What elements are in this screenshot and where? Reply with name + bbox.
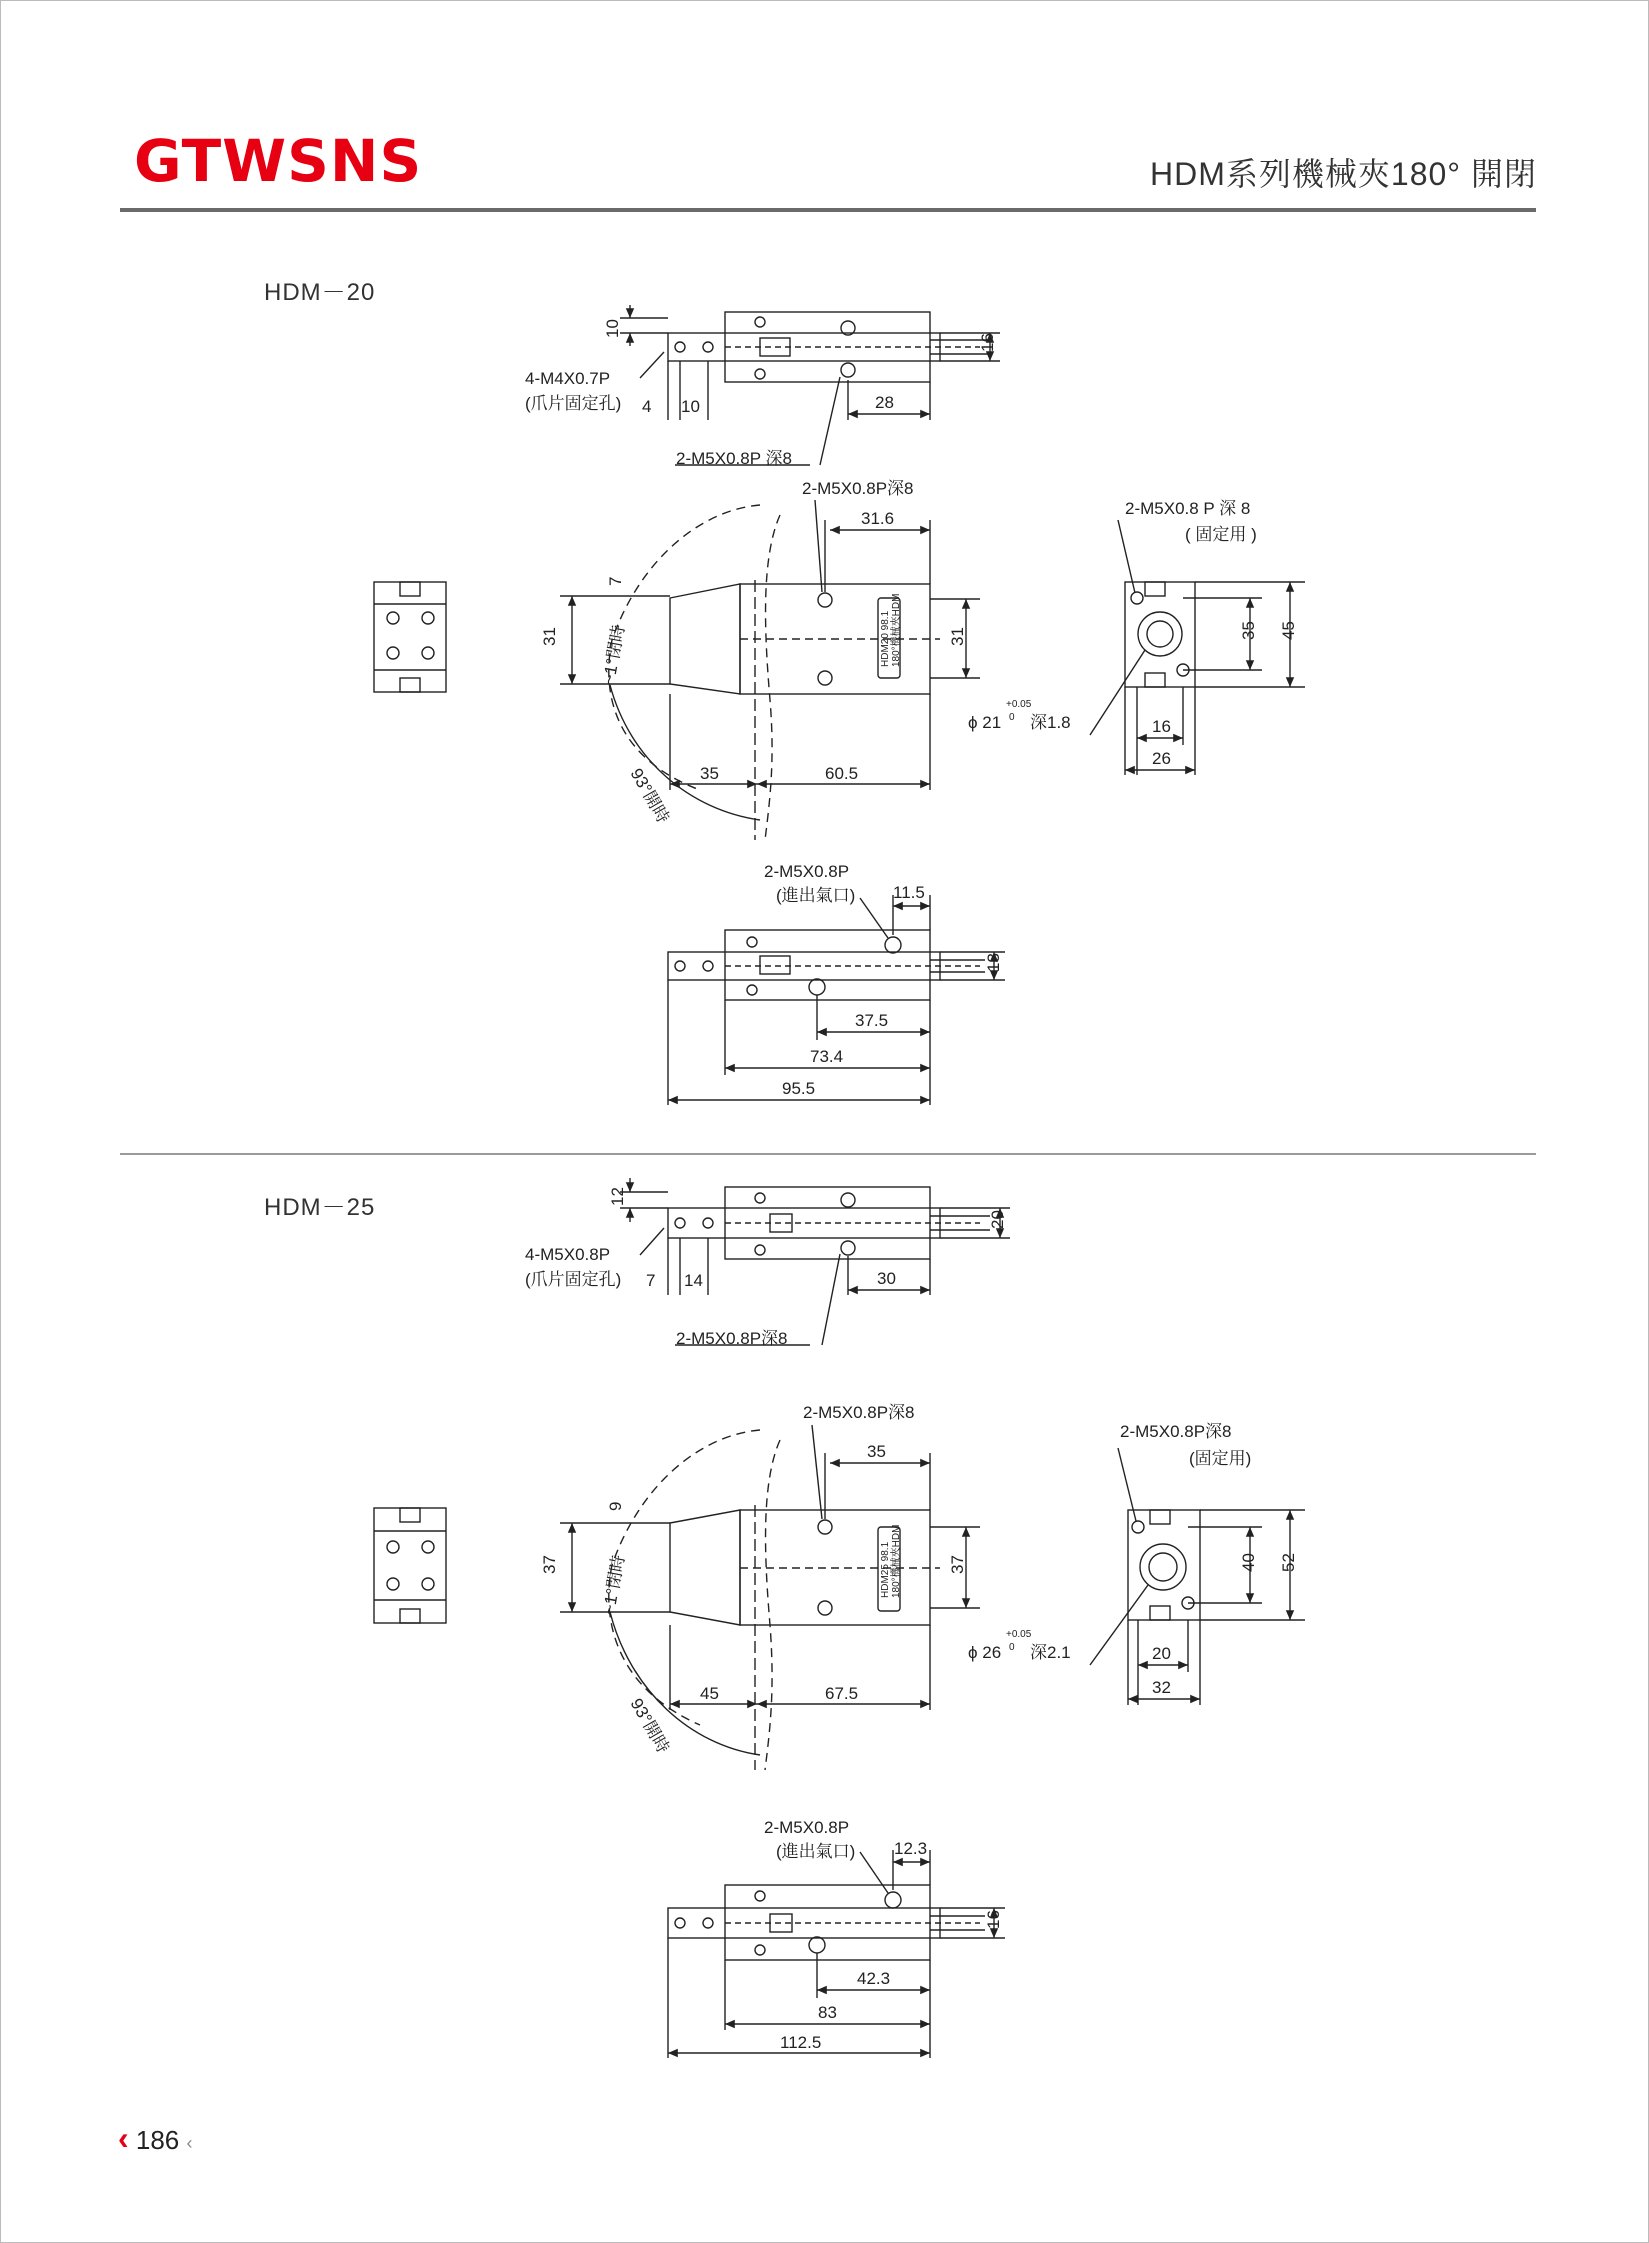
hdm20-side-bore-dia: ϕ 21 (968, 713, 1002, 732)
chevron-left-small-icon[interactable]: ‹ (186, 2133, 193, 2153)
hdm20-end-view (374, 582, 446, 692)
page-title: HDM系列機械夾180° 開閉 (1150, 156, 1537, 192)
hdm20-top-dim-height: 10 (603, 319, 622, 338)
hdm25-front-dim-jaw: 45 (700, 1684, 719, 1703)
hdm25-front-view (560, 1425, 980, 1770)
hdm25-bottom-dim-b: 83 (818, 2003, 837, 2022)
model-label-hdm20: HDM－20 (264, 279, 376, 306)
hdm25-end-view (374, 1508, 446, 1623)
hdm25-top-dim-right: 20 (988, 1210, 1007, 1229)
hdm25-bottom-dim-port: 12.3 (894, 1839, 928, 1858)
hdm20-top-dim-a: 4 (642, 397, 652, 416)
hdm20-bottom-port-label: 2-M5X0.8P (764, 862, 850, 881)
hdm25-bottom-port-label: 2-M5X0.8P (764, 1818, 850, 1837)
hdm25-top-dim-b: 14 (684, 1271, 703, 1290)
hdm25-front-dim-height: 37 (540, 1555, 559, 1574)
hdm20-side-bore-tol-low: 0 (1009, 712, 1015, 723)
hdm25-front-dim-right: 37 (948, 1555, 967, 1574)
hdm25-side-dim-inner-h: 40 (1239, 1553, 1258, 1572)
hdm25-plate-line2: 180°機械夾HDM (891, 1524, 902, 1598)
hdm20-claw-hole-label: 4-M4X0.7P (525, 369, 611, 388)
hdm25-front-open-label: 93°開時 (626, 1695, 673, 1757)
hdm20-front-dim-right: 31 (948, 627, 967, 646)
hdm25-side-bore-tol: +0.05 (1006, 1629, 1032, 1640)
hdm20-front-top-hole: 2-M5X0.8P深8 (802, 479, 914, 498)
hdm20-group (374, 305, 1305, 1105)
hdm25-bottom-dim-height: 16 (984, 1910, 1003, 1929)
hdm20-bottom-dim-a: 37.5 (855, 1011, 889, 1030)
hdm20-front-open-label: 93°開時 (626, 765, 673, 827)
hdm20-side-dim-outer-h: 45 (1279, 621, 1298, 640)
hdm25-top-bottom-hole: 2-M5X0.8P深8 (676, 1329, 788, 1348)
hdm20-front-view (560, 500, 980, 840)
hdm20-top-bottom-hole: 2-M5X0.8P 深8 (676, 449, 792, 468)
hdm25-side-dim-inner-w: 20 (1152, 1644, 1171, 1663)
hdm20-front-dim-height: 31 (540, 627, 559, 646)
hdm25-front-dim-angle-small: 9 (606, 1501, 625, 1511)
hdm25-side-hole-sub: (固定用) (1189, 1449, 1252, 1468)
hdm20-front-dim-angle-small: 7 (606, 576, 625, 586)
chevron-left-icon[interactable]: ‹ (118, 2120, 129, 2156)
hdm25-bottom-dim-total: 112.5 (780, 2033, 822, 2052)
hdm20-front-close-label: ~1°閉時 (599, 623, 629, 686)
hdm25-side-bore-tol-low: 0 (1009, 1642, 1015, 1653)
hdm20-side-bore-depth: 深1.8 (1030, 713, 1071, 732)
hdm20-front-dim-jaw: 35 (700, 764, 719, 783)
hdm25-side-dim-outer-w: 32 (1152, 1678, 1171, 1697)
hdm25-group (374, 1178, 1305, 2058)
hdm25-bottom-view (668, 1850, 1005, 2058)
hdm20-bottom-dim-total: 95.5 (782, 1079, 816, 1098)
hdm25-top-view (620, 1178, 1010, 1345)
hdm25-front-dim-top: 35 (867, 1442, 886, 1461)
hdm20-bottom-dim-height: 13 (984, 953, 1003, 972)
hdm20-labels (525, 319, 1298, 1098)
hdm25-top-dim-a: 7 (646, 1271, 656, 1290)
hdm25-plate-line1: HDM25 98.1 (880, 1541, 891, 1598)
hdm20-side-dim-inner-w: 16 (1152, 717, 1171, 736)
hdm25-front-dim-body: 67.5 (825, 1684, 859, 1703)
hdm20-top-dim-c: 28 (875, 393, 894, 412)
hdm20-front-dim-body: 60.5 (825, 764, 859, 783)
hdm20-claw-hole-sub: (爪片固定孔) (525, 394, 622, 413)
page-number-text: 186 (135, 2125, 180, 2155)
brand-logo: GTWSNS (134, 127, 423, 195)
hdm25-bottom-dim-a: 42.3 (857, 1969, 891, 1988)
hdm25-top-dim-c: 30 (877, 1269, 896, 1288)
hdm20-side-bore-tol: +0.05 (1006, 699, 1032, 710)
hdm25-side-bore-depth: 深2.1 (1030, 1643, 1071, 1662)
model-label-hdm25: HDM－25 (264, 1194, 376, 1221)
hdm20-side-dim-inner-h: 35 (1239, 621, 1258, 640)
hdm25-side-dim-outer-h: 52 (1279, 1553, 1298, 1572)
hdm20-plate-line2: 180°機械夾HDM (891, 593, 902, 667)
hdm25-side-hole-label: 2-M5X0.8P深8 (1120, 1422, 1232, 1441)
hdm20-bottom-port-sub: (進出氣口) (776, 886, 856, 905)
hdm20-side-hole-label: 2-M5X0.8 P 深 8 (1125, 499, 1251, 518)
hdm20-top-dim-b: 10 (681, 397, 700, 416)
hdm20-side-hole-sub: ( 固定用 ) (1185, 525, 1257, 544)
hdm20-bottom-dim-port: 11.5 (893, 883, 925, 902)
hdm20-bottom-view (668, 895, 1005, 1105)
hdm20-side-dim-outer-w: 26 (1152, 749, 1171, 768)
hdm20-top-view (620, 305, 1000, 465)
hdm20-side-view (1090, 520, 1305, 775)
hdm25-bottom-port-sub: (進出氣口) (776, 1842, 856, 1861)
hdm25-claw-hole-sub: (爪片固定孔) (525, 1270, 622, 1289)
hdm25-top-dim-height: 12 (608, 1187, 627, 1206)
hdm20-bottom-dim-b: 73.4 (810, 1047, 844, 1066)
hdm20-top-dim-right: 16 (978, 333, 997, 352)
hdm25-side-view (1090, 1448, 1305, 1705)
hdm25-front-top-hole: 2-M5X0.8P深8 (803, 1403, 915, 1422)
hdm25-claw-hole-label: 4-M5X0.8P (525, 1245, 611, 1264)
hdm20-front-dim-top: 31.6 (861, 509, 895, 528)
hdm20-plate-line1: HDM20 98.1 (880, 610, 891, 667)
hdm25-front-close-label: ~1°閉時 (599, 1553, 629, 1616)
hdm25-side-bore-dia: ϕ 26 (968, 1643, 1002, 1662)
